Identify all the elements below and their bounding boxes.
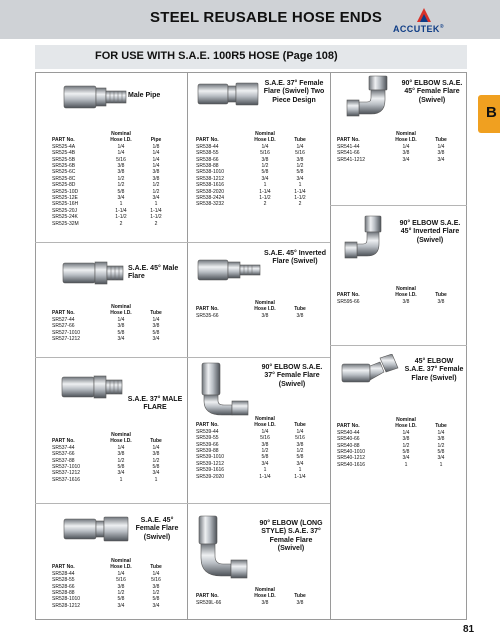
table-cell: 3/4	[152, 470, 160, 477]
inverted-flare-45-fitting-icon	[196, 256, 262, 284]
column-group-label: Nominal	[111, 304, 131, 310]
table-cell: 3/4	[117, 336, 125, 343]
table-cell: 5/8	[261, 454, 269, 461]
spec-table-sr528	[52, 558, 170, 609]
row-divider	[35, 357, 187, 358]
table-cell: 1-1/4	[259, 188, 271, 195]
table-cell: 3/4	[152, 602, 160, 609]
table-cell: 3/8	[152, 323, 160, 330]
table-cell: SR535-66	[196, 312, 219, 319]
table-cell: SR539-88	[196, 448, 219, 455]
table-cell: 1/2	[152, 457, 160, 464]
table-cell: SR537-1616	[52, 476, 81, 483]
table-row	[52, 477, 170, 483]
table-cell: SR527-44	[52, 316, 75, 323]
table-cell: 1/4	[402, 143, 410, 150]
table-cell: 3/4	[261, 460, 269, 467]
table-cell: 5/8	[117, 188, 125, 195]
table-cell: 1	[154, 201, 158, 208]
column-header: Hose I.D.	[110, 438, 132, 445]
table-cell: SR525-5B	[52, 156, 76, 163]
table-cell: SR540-1212	[337, 455, 366, 462]
table-cell: 5/8	[152, 596, 160, 603]
table-cell: 3/8	[117, 451, 125, 458]
table-cell: 3/4	[402, 156, 410, 163]
table-cell: 3/8	[296, 156, 304, 163]
table-cell: 3/4	[117, 195, 125, 202]
spec-table-sr535	[196, 300, 314, 319]
table-cell: SR541-1212	[337, 156, 366, 163]
table-cell: 3/8	[402, 298, 410, 305]
table-cell: 1/4	[152, 444, 160, 451]
table-cell: 1/2	[152, 590, 160, 597]
table-cell: 1-1/4	[150, 207, 162, 214]
table-cell: 1/4	[261, 428, 269, 435]
table-cell: 1-1/4	[294, 188, 306, 195]
column-header: Tube	[294, 422, 306, 429]
table-cell: 1/4	[296, 143, 304, 150]
section-title-sr539: 90° ELBOW S.A.E. 37° Female Flare (Swivel)	[261, 364, 323, 388]
table-cell: 3/8	[437, 150, 445, 157]
table-cell: 5/8	[117, 596, 125, 603]
table-cell: 3/4	[117, 602, 125, 609]
male-pipe-fitting-icon	[62, 80, 130, 114]
table-cell: SR539-1616	[196, 467, 225, 474]
column-header: PART No.	[52, 137, 75, 144]
column-header: PART No.	[196, 137, 219, 144]
column-header: Hose I.D.	[110, 564, 132, 571]
column-group-label: Nominal	[255, 131, 275, 137]
table-cell: SR539L-66	[196, 599, 222, 606]
page-title: STEEL REUSABLE HOSE ENDS	[150, 9, 383, 26]
table-cell: 1/2	[261, 448, 269, 455]
table-cell: 1/2	[117, 182, 125, 189]
table-cell: SR538-66	[196, 156, 219, 163]
column-header: Hose I.D.	[395, 137, 417, 144]
table-cell: 1/2	[296, 448, 304, 455]
column-header: Tube	[150, 564, 162, 571]
spec-table-sr527	[52, 304, 170, 342]
table-cell: 1/4	[152, 570, 160, 577]
table-cell: SR525-20J	[52, 207, 78, 214]
table-cell: SR538-1616	[196, 182, 225, 189]
table-cell: 1/4	[117, 444, 125, 451]
table-cell: SR537-1212	[52, 470, 81, 477]
table-cell: 3/4	[261, 175, 269, 182]
column-divider	[330, 72, 331, 620]
table-cell: 1/8	[152, 143, 160, 150]
table-cell: 5/16	[260, 150, 270, 157]
column-group-label: Nominal	[111, 432, 131, 438]
table-cell: 1/2	[296, 163, 304, 170]
table-cell: SR527-1010	[52, 329, 81, 336]
table-row	[337, 299, 455, 305]
table-cell: 1	[263, 467, 267, 474]
table-cell: 5/16	[260, 435, 270, 442]
table-cell: SR528-44	[52, 570, 75, 577]
table-cell: SR539-44	[196, 428, 219, 435]
row-divider	[35, 242, 187, 243]
brand-logo	[393, 8, 463, 38]
table-cell: SR539-1010	[196, 454, 225, 461]
table-cell: 3/8	[117, 163, 125, 170]
table-cell: 3/4	[437, 156, 445, 163]
column-header: Tube	[294, 137, 306, 144]
table-cell: 3/8	[152, 175, 160, 182]
row-divider	[35, 503, 187, 504]
table-cell: 1/4	[117, 143, 125, 150]
column-header: Pipe	[150, 137, 162, 144]
table-cell: 1/4	[261, 143, 269, 150]
section-title-sr538: S.A.E. 37° Female Flare (Swivel) Two Piece Design	[263, 80, 325, 104]
table-cell: SR539-55	[196, 435, 219, 442]
table-cell: SR538-88	[196, 163, 219, 170]
column-divider	[187, 72, 188, 620]
table-cell: 3/8	[296, 599, 304, 606]
table-cell: SR539-66	[196, 441, 219, 448]
table-cell: 1/4	[402, 429, 410, 436]
table-cell: 3/8	[261, 441, 269, 448]
page-number: 81	[463, 624, 475, 635]
table-cell: 1/4	[117, 150, 125, 157]
table-cell: 1/4	[117, 570, 125, 577]
column-group-label: Nominal	[255, 587, 275, 593]
table-cell: SR528-1010	[52, 596, 81, 603]
spec-table-sr595	[337, 286, 455, 305]
table-cell: 1	[298, 182, 302, 189]
column-header: Hose I.D.	[395, 423, 417, 430]
column-header: Tube	[435, 423, 447, 430]
subheader-title: FOR USE WITH S.A.E. 100R5 HOSE (Page 108)	[95, 50, 338, 62]
column-header: Tube	[294, 593, 306, 600]
logo-mark-inner-icon	[420, 14, 428, 22]
female-flare-45-fitting-icon	[62, 514, 130, 544]
male-flare-37-fitting-icon	[60, 372, 126, 402]
column-header: Hose I.D.	[110, 137, 132, 144]
column-header: PART No.	[52, 438, 75, 445]
table-cell: SR528-66	[52, 583, 75, 590]
column-group-label: Nominal	[396, 131, 416, 137]
table-cell: 2	[298, 201, 302, 208]
table-cell: 1/2	[261, 163, 269, 170]
row-divider	[187, 357, 330, 358]
table-cell: 3/8	[437, 436, 445, 443]
table-cell: 1/4	[296, 428, 304, 435]
table-row	[52, 336, 170, 342]
table-cell: 5/8	[152, 464, 160, 471]
table-row	[337, 157, 455, 163]
section-title-sr528: S.A.E. 45° Female Flare (Swivel)	[135, 517, 179, 541]
spec-table-sr541	[337, 131, 455, 163]
table-cell: 5/16	[116, 577, 126, 584]
table-cell: SR525-12E	[52, 195, 78, 202]
table-cell: SR538-55	[196, 150, 219, 157]
column-header: Tube	[150, 310, 162, 317]
table-cell: SR539-1212	[196, 460, 225, 467]
column-group-label: Nominal	[111, 558, 131, 564]
table-cell: 3/4	[437, 455, 445, 462]
table-cell: 3/8	[402, 436, 410, 443]
spec-table-sr540	[337, 417, 455, 468]
brand-registered-mark: ®	[439, 24, 444, 30]
table-row	[196, 313, 314, 319]
column-header: Tube	[435, 292, 447, 299]
table-row	[196, 201, 314, 207]
section-title-sr537: S.A.E. 37° MALE FLARE	[127, 396, 183, 412]
table-cell: 3/8	[402, 150, 410, 157]
table-cell: SR538-2424	[196, 195, 225, 202]
table-cell: 3/8	[261, 312, 269, 319]
column-group-label: Nominal	[111, 131, 131, 137]
table-cell: SR540-1616	[337, 461, 366, 468]
table-cell: 1-1/2	[294, 195, 306, 202]
section-title-sr541: 90° ELBOW S.A.E. 45° Female Flare (Swivel)	[401, 80, 463, 104]
table-cell: 3/4	[402, 455, 410, 462]
table-cell: 3/8	[296, 312, 304, 319]
column-header: Tube	[294, 306, 306, 313]
table-cell: 3/4	[152, 336, 160, 343]
table-cell: 5/8	[152, 329, 160, 336]
column-group-label: Nominal	[255, 300, 275, 306]
table-cell: 5/8	[261, 169, 269, 176]
table-cell: SR540-1010	[337, 449, 366, 456]
female-flare-two-piece-fitting-icon	[196, 80, 260, 108]
table-cell: SR538-44	[196, 143, 219, 150]
table-cell: 1/2	[117, 590, 125, 597]
table-cell: SR537-66	[52, 451, 75, 458]
table-cell: SR537-44	[52, 444, 75, 451]
table-cell: SR538-1212	[196, 175, 225, 182]
section-title-sr525: Male Pipe	[128, 92, 161, 99]
section-title-sr535: S.A.E. 45° Inverted Flare (Swivel)	[264, 250, 326, 266]
column-header: Tube	[150, 438, 162, 445]
table-cell: SR528-1212	[52, 602, 81, 609]
section-title-sr539l: 90° ELBOW (LONG STYLE) S.A.E. 37° Female Flare (Swivel)	[259, 520, 323, 553]
table-cell: 1	[119, 201, 123, 208]
column-header: Hose I.D.	[254, 593, 276, 600]
table-cell: 1/2	[437, 442, 445, 449]
table-cell: SR525-24K	[52, 214, 78, 221]
table-cell: 1-1/4	[115, 207, 127, 214]
table-cell: SR595-66	[337, 298, 360, 305]
column-header: Hose I.D.	[254, 306, 276, 313]
spec-table-sr539	[196, 416, 314, 480]
table-cell: 3/8	[117, 169, 125, 176]
elbow-90-37-flare-fitting-icon	[200, 361, 252, 417]
male-flare-45-fitting-icon	[61, 258, 127, 288]
table-cell: SR525-4A	[52, 143, 76, 150]
table-cell: 2	[154, 220, 158, 227]
table-cell: 3/8	[152, 169, 160, 176]
table-cell: 2	[119, 220, 123, 227]
table-row	[196, 474, 314, 480]
table-cell: 1	[298, 467, 302, 474]
table-cell: 3/4	[152, 195, 160, 202]
table-cell: 3/8	[117, 323, 125, 330]
table-cell: 1/4	[152, 150, 160, 157]
table-cell: SR525-6C	[52, 169, 76, 176]
elbow-90-45-flare-fitting-icon	[345, 74, 395, 124]
table-cell: 3/4	[117, 470, 125, 477]
table-cell: SR525-4B	[52, 150, 76, 157]
brand-name: ACCUTEK	[393, 24, 440, 34]
column-header: Hose I.D.	[254, 422, 276, 429]
table-row	[52, 603, 170, 609]
table-cell: 1-1/2	[259, 195, 271, 202]
column-header: PART No.	[196, 306, 219, 313]
table-cell: 3/4	[296, 460, 304, 467]
table-cell: 1/2	[402, 442, 410, 449]
table-cell: SR538-2020	[196, 188, 225, 195]
table-cell: 1	[263, 182, 267, 189]
column-group-label: Nominal	[396, 286, 416, 292]
spec-table-sr525	[52, 131, 170, 227]
row-divider	[187, 242, 330, 243]
table-row	[196, 600, 314, 606]
table-cell: 1	[404, 461, 408, 468]
table-cell: SR541-66	[337, 150, 360, 157]
table-cell: 1/4	[152, 156, 160, 163]
column-header: Hose I.D.	[254, 137, 276, 144]
table-cell: 3/8	[261, 599, 269, 606]
section-title-sr540: 45° ELBOW S.A.E. 37° Female Flare (Swivel)	[404, 358, 464, 382]
table-cell: SR540-88	[337, 442, 360, 449]
table-cell: SR537-1010	[52, 464, 81, 471]
table-cell: 5/16	[295, 150, 305, 157]
table-cell: 3/8	[152, 451, 160, 458]
table-cell: 1/4	[117, 316, 125, 323]
table-cell: 1/2	[152, 188, 160, 195]
row-divider	[187, 503, 330, 504]
table-cell: SR540-44	[337, 429, 360, 436]
column-header: PART No.	[337, 292, 360, 299]
table-cell: SR527-66	[52, 323, 75, 330]
table-cell: 5/16	[295, 435, 305, 442]
table-cell: 3/4	[296, 175, 304, 182]
table-cell: 3/8	[152, 583, 160, 590]
table-cell: 1	[439, 461, 443, 468]
section-title-sr527: S.A.E. 45° Male Flare	[128, 265, 179, 281]
column-header: PART No.	[337, 137, 360, 144]
table-cell: SR525-16H	[52, 201, 79, 208]
section-title-sr595: 90° ELBOW S.A.E. 45° Inverted Flare (Swivel)	[399, 220, 461, 244]
table-cell: 5/8	[296, 454, 304, 461]
table-row	[337, 462, 455, 468]
table-cell: SR528-55	[52, 577, 75, 584]
table-cell: 1/4	[437, 143, 445, 150]
spec-table-sr537	[52, 432, 170, 483]
section-tab-label: B	[486, 104, 497, 121]
table-cell: 1-1/2	[115, 214, 127, 221]
column-header: Hose I.D.	[110, 310, 132, 317]
table-cell: 5/8	[296, 169, 304, 176]
column-group-label: Nominal	[396, 417, 416, 423]
table-cell: SR525-32M	[52, 220, 79, 227]
table-cell: SR541-44	[337, 143, 360, 150]
table-cell: 5/8	[402, 449, 410, 456]
table-cell: SR538-1010	[196, 169, 225, 176]
table-cell: SR528-88	[52, 590, 75, 597]
table-cell: 1	[154, 476, 158, 483]
spec-table-sr538	[196, 131, 314, 208]
table-cell: 1-1/4	[259, 473, 271, 480]
spec-table-sr539l	[196, 587, 314, 606]
column-header: PART No.	[337, 423, 360, 430]
column-header: Hose I.D.	[395, 292, 417, 299]
table-cell: 2	[263, 201, 267, 208]
table-cell: 5/16	[151, 577, 161, 584]
table-cell: 5/8	[117, 329, 125, 336]
table-cell: 5/8	[117, 464, 125, 471]
table-cell: SR539-2020	[196, 473, 225, 480]
table-cell: SR525-8D	[52, 182, 76, 189]
table-cell: 1-1/2	[150, 214, 162, 221]
table-cell: 3/8	[296, 441, 304, 448]
table-cell: 1/2	[117, 175, 125, 182]
table-row	[52, 221, 170, 227]
table-cell: 3/8	[261, 156, 269, 163]
section-tab	[478, 95, 500, 133]
table-cell: SR527-1212	[52, 336, 81, 343]
column-header: Tube	[435, 137, 447, 144]
table-cell: SR540-66	[337, 436, 360, 443]
elbow-45-37-flare-fitting-icon	[340, 354, 400, 390]
table-cell: 5/16	[116, 156, 126, 163]
column-header: PART No.	[196, 422, 219, 429]
table-cell: SR537-88	[52, 457, 75, 464]
table-cell: 1/4	[152, 316, 160, 323]
table-cell: 1/4	[152, 163, 160, 170]
column-header: PART No.	[52, 564, 75, 571]
table-cell: 1/2	[117, 457, 125, 464]
table-cell: 1/2	[152, 182, 160, 189]
table-cell: SR525-10D	[52, 188, 79, 195]
table-cell: 3/8	[437, 298, 445, 305]
elbow-90-long-37-flare-fitting-icon	[197, 514, 251, 580]
row-divider	[330, 205, 467, 206]
table-cell: 1	[119, 476, 123, 483]
table-cell: 1/4	[437, 429, 445, 436]
table-cell: 5/8	[437, 449, 445, 456]
column-header: PART No.	[196, 593, 219, 600]
table-cell: 3/8	[117, 583, 125, 590]
elbow-90-inverted-flare-fitting-icon	[343, 214, 391, 268]
table-cell: SR538-3232	[196, 201, 225, 208]
row-divider	[330, 345, 467, 346]
table-cell: SR525-6B	[52, 163, 76, 170]
column-header: PART No.	[52, 310, 75, 317]
table-cell: 1-1/4	[294, 473, 306, 480]
column-group-label: Nominal	[255, 416, 275, 422]
table-cell: SR525-8C	[52, 175, 76, 182]
